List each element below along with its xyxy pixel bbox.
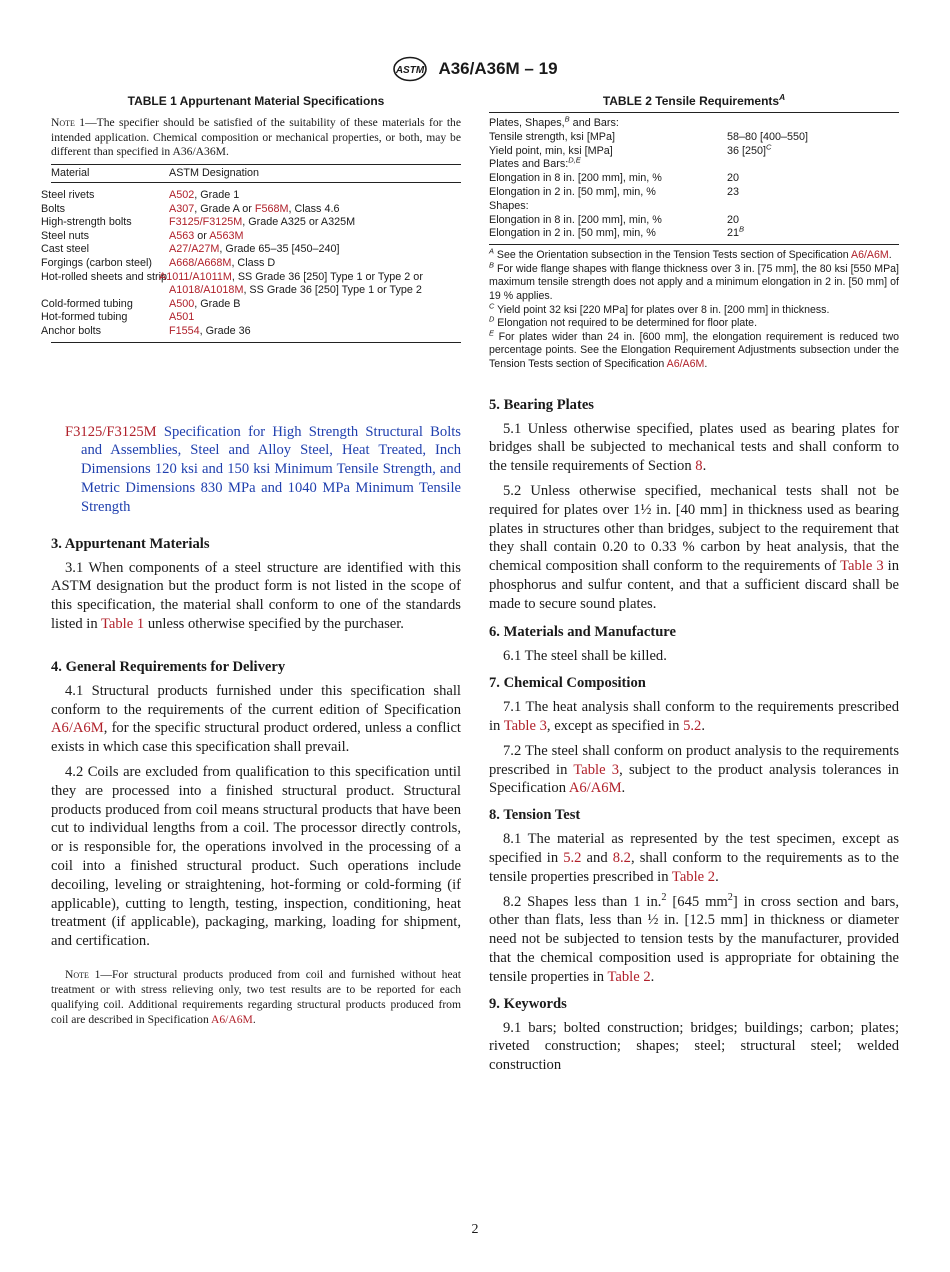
a6-link[interactable]: A6/A6M [666,357,705,370]
material-cell: Steel rivets [41,189,95,202]
spec-link[interactable]: A563M [209,229,244,242]
note-label: Note 1 [51,116,86,129]
section-heading: 6. Materials and Manufacture [489,624,676,641]
spec-link[interactable]: A1011/A1011M [159,270,232,283]
table-row [489,113,899,131]
material-cell: Steel nuts [41,229,90,242]
table-3-link[interactable]: Table 3 [840,558,884,575]
table-1-caption: TABLE 1 Appurtenant Material Specifications [127,94,385,108]
page-header [0,56,950,82]
section-7 [489,674,899,798]
property-value: 23 [727,185,740,198]
note-text: —The specifier should be satisfied of the suitability of these materials for the intended application. Chemical composition or mechanical properties, or both, may be different than specified in A36/A36M. [51,116,461,158]
section-9 [489,995,899,1075]
table-row [489,227,899,244]
material-cell: Anchor bolts [51,325,169,342]
designation-text: , Grade 1 [194,189,240,202]
table-row [489,158,899,172]
property-label: Elongation in 8 in. [200 mm], min, % [489,213,662,226]
section-6 [489,623,899,666]
a6-link[interactable]: A6/A6M [51,720,104,737]
material-cell: Forgings (carbon steel) [41,257,153,270]
section-8 [489,806,899,986]
spec-link[interactable]: F1554 [169,325,200,338]
table-2-link[interactable]: Table 2 [671,868,716,885]
note-1: Note 1—For structural products produced from coil and furnished without heat treatment or with stress relieving only, two test results are to be reported for each qualifying coil. Additional requirements regarding structural products produced from coil are described in Specification A6/A6M. [51,967,461,1026]
group-label: Plates and Bars:$^{D,E}$ [489,155,581,171]
table-row [51,298,461,312]
section-3 [51,535,461,634]
section-8-2-link[interactable]: 8.2 [612,850,631,867]
spec-link[interactable]: A668/A668M [169,257,232,270]
col-designation: ASTM Designation [169,164,461,183]
section-heading: 7. Chemical Composition [489,675,646,692]
a6-link[interactable]: A6/A6M [851,249,889,262]
paragraph: 4.1 Structural products furnished under this specification shall conform to the requirements of the current edition of Specification A6/A6M, for the specific structural product ordered, unless a conflict exists in which case this specification shall prevail. [51,682,461,756]
property-label: Tensile strength, ksi [MPa] [489,130,616,143]
table-row [51,183,461,203]
paragraph: 9.1 bars; bolted construction; bridges; buildings; carbon; plates; riveted construction; shapes; steel; structural steel; welded construction [489,1019,899,1074]
a6-link[interactable]: A6/A6M [211,1012,253,1026]
paragraph: 8.2 Shapes less than 1 in.$^2$ [645 $mm^2$] in cross section and bars, other than flats, less than ½ in. [12.5 mm] in thickness or diameter need not be subjected to tension tests by the manufacturer, provided that the chemical composition used is appropriate for obtaining the tensile properties in Table 2. [489,891,899,985]
col-material: Material [51,164,169,183]
material-cell: Hot-formed tubing [41,311,128,324]
paragraph: 6.1 The steel shall be killed. [503,648,667,665]
designation-cell [169,230,461,244]
property-label: Elongation in 2 in. [50 mm], min, % [489,185,656,198]
note-label: Note 1 [65,967,101,981]
table-3-link[interactable]: Table 3 [503,718,547,735]
footnote: $^B$ For wide flange shapes with flange thickness over 3 in. [75 mm], the 80 ksi [550 MPa] maximum tensile strength does not apply and a minimum elongation in 2 in. [50 mm] of 19 % applies. [489,260,899,302]
group-label: Shapes: [489,199,529,212]
spec-link[interactable]: A27/A27M [169,243,220,256]
tensile-table [489,112,899,245]
section-5-2-link[interactable]: 5.2 [683,718,702,735]
table-row [489,186,899,200]
table-3-link[interactable]: Table 3 [573,761,620,778]
designation-cell [169,325,461,342]
paragraph: 4.2 Coils are excluded from qualification to this specification until they are processed into a finished structural product. Structural products produced from coil means structural products that have been cut to individual lengths from a coil. The processor directly controls, or is responsible for, the operations involved in the processing of a coil into a finished structural product. Such operations include decoiling, leveling or straightening, hot-forming or cold-forming (if applicable), cutting to length, testing, inspection, conditioning, heat treatment (if applicable), packaging, marking, loading for shipment, and certification. [51,763,461,950]
spec-link[interactable]: A563 [169,229,195,242]
svg-text:ASTM: ASTM [396,65,425,76]
page-number: 2 [471,1222,479,1237]
section-heading: 9. Keywords [489,995,567,1012]
section-5-2-link[interactable]: 5.2 [563,850,582,867]
paragraph: 7.2 The steel shall conform on product analysis to the requirements prescribed in Table 3, subject to the product analysis tolerances in Specification A6/A6M. [489,742,899,797]
footnote: $^D$ Elongation not required to be determined for floor plate. [489,314,758,330]
designation-cell [169,311,461,325]
designation-text: , SS Grade 36 [250] Type 1 or Type 2 [243,284,422,297]
property-value: 36 $[250]^C$ [727,142,772,157]
designation-cell [169,203,461,217]
material-cell: Cast steel [41,243,90,256]
group-label: Plates, Shapes,$^B$ and Bars: [489,114,619,129]
designation-cell [169,243,461,257]
paragraph: 5.2 Unless otherwise specified, mechanical tests shall not be required for plates over 1½ in. [40 mm] in thickness used as bearing plates in structures other than bridges, subject to the requirement that they shall contain 0.20 to 0.33 % carbon by heat analysis, that the chemical composition shall conform to the requirements of Table 3 in phosphorus and sulfur content, and that a sufficient discard shall be made to secure sound plates. [489,482,899,612]
reference-title[interactable]: Specification for High Strength Structural Bolts and Assemblies, Steel and Alloy Steel, Heat Treated, Inch Dimensions 120 ksi and 150 ksi Minimum Tensile Strength, and Metric Dimensions 830 MPa and 1040 MPa Minimum Tensile Strength [81,423,461,515]
designation-text: or [194,229,210,242]
section-5 [489,396,899,614]
table-1 [41,94,461,343]
table-row [51,230,461,244]
table-row [489,214,899,228]
spec-link[interactable]: A502 [169,189,195,202]
material-cell: High-strength bolts [41,216,132,229]
spec-link[interactable]: F568M [254,202,289,215]
reference-code-link[interactable]: F3125/F3125M [65,423,157,440]
designation-text: , Grade 36 [199,325,251,338]
footnote: $^A$ See the Orientation subsection in the Tension Tests section of Specification A6/A6M. [489,246,892,262]
property-label: Elongation in 2 in. [50 mm], min, % [489,227,727,244]
spec-link[interactable]: F3125/F3125M [169,216,243,229]
material-cell: Hot-rolled sheets and strip [41,270,168,283]
designation-text: , Class D [231,257,276,270]
reference-entry [51,423,461,517]
section-heading: 3. Appurtenant Materials [51,535,210,552]
section-8-link[interactable]: 8 [695,458,703,475]
table-row [51,203,461,217]
table-2 [489,94,899,372]
table-2-footnotes [489,246,899,371]
designation-text: , Grade B [194,297,241,310]
designation-cell [169,183,461,203]
a6-link[interactable]: A6/A6M [568,780,622,797]
section-heading: 5. Bearing Plates [489,396,594,413]
table-row [51,257,461,271]
section-heading: 8. Tension Test [489,807,581,824]
table-row [51,311,461,325]
table-row [51,325,461,342]
designation-text: , Grade A or [194,202,255,215]
material-cell: Cold-formed tubing [41,297,133,310]
appurtenant-table [41,164,461,343]
table-2-caption: TABLE 2 Tensile Requirements$^A$ [602,92,786,108]
designation-cell [169,216,461,230]
designation-text: , Class 4.6 [288,202,340,215]
spec-link[interactable]: A501 [169,311,195,324]
footnote: $^E$ For plates wider than 24 in. [600 mm], the elongation requirement is reduced two percentage points. See the Elongation Requirement Adjustments subsection under the Tension Tests section of Specification A6/A6M. [489,328,899,370]
designation-text: , SS Grade 36 [250] Type 1 or Type 2 or [231,270,423,283]
paragraph: 8.1 The material as represented by the test specimen, except as specified in 5.2 and 8.2, shall conform to the requirements as to the tensile properties prescribed in Table 2. [489,831,899,885]
spec-link[interactable]: A500 [169,297,195,310]
property-value: $21^B$ [727,227,899,244]
property-value: 58–80 [400–550] [727,130,809,143]
table-row [489,131,899,145]
designation-cell [159,270,461,298]
table-row [51,243,461,257]
table-row [489,200,899,214]
designation-cell [169,257,461,271]
astm-logo-icon [392,56,428,82]
table-row [51,216,461,230]
designation-cell [169,298,461,312]
footnote: $^C$ Yield point 32 ksi [220 MPa] for plates over 8 in. [200 mm] in thickness. [489,301,830,316]
table-row [489,145,899,159]
property-value: 20 [727,172,740,185]
table-1-note [51,116,461,160]
property-value: 20 [727,213,740,226]
property-label: Yield point, min, ksi [MPa] [489,144,613,157]
spec-link[interactable]: A1018/A1018M [169,284,244,297]
material-cell: Bolts [41,202,66,215]
table-2-link[interactable]: Table 2 [607,968,651,985]
document-title: A36/A36M – 19 [438,59,558,78]
paragraph: 7.1 The heat analysis shall conform to the requirements prescribed in Table 3, except as specified in 5.2. [489,699,899,735]
table-header-row [51,164,461,183]
property-label: Elongation in 8 in. [200 mm], min, % [489,172,662,185]
designation-text: , Grade 65–35 [450–240] [219,243,340,256]
table-row [489,172,899,186]
table-1-link[interactable]: Table 1 [101,616,145,632]
paragraph: 5.1 Unless otherwise specified, plates used as bearing plates for bridges shall be subjected to mechanical tests and shall conform to the tensile requirements of Section 8. [489,420,899,475]
table-row [51,271,461,298]
section-heading: 4. General Requirements for Delivery [51,658,286,675]
spec-link[interactable]: A307 [169,202,195,215]
section-4 [51,658,461,1027]
designation-text: , Grade A325 or A325M [242,216,356,229]
paragraph: 3.1 When components of a steel structure are identified with this ASTM designation but the product form is not listed in the scope of this specification, the material shall conform to one of the standards listed in Table 1 unless otherwise specified by the purchaser. [51,559,461,632]
